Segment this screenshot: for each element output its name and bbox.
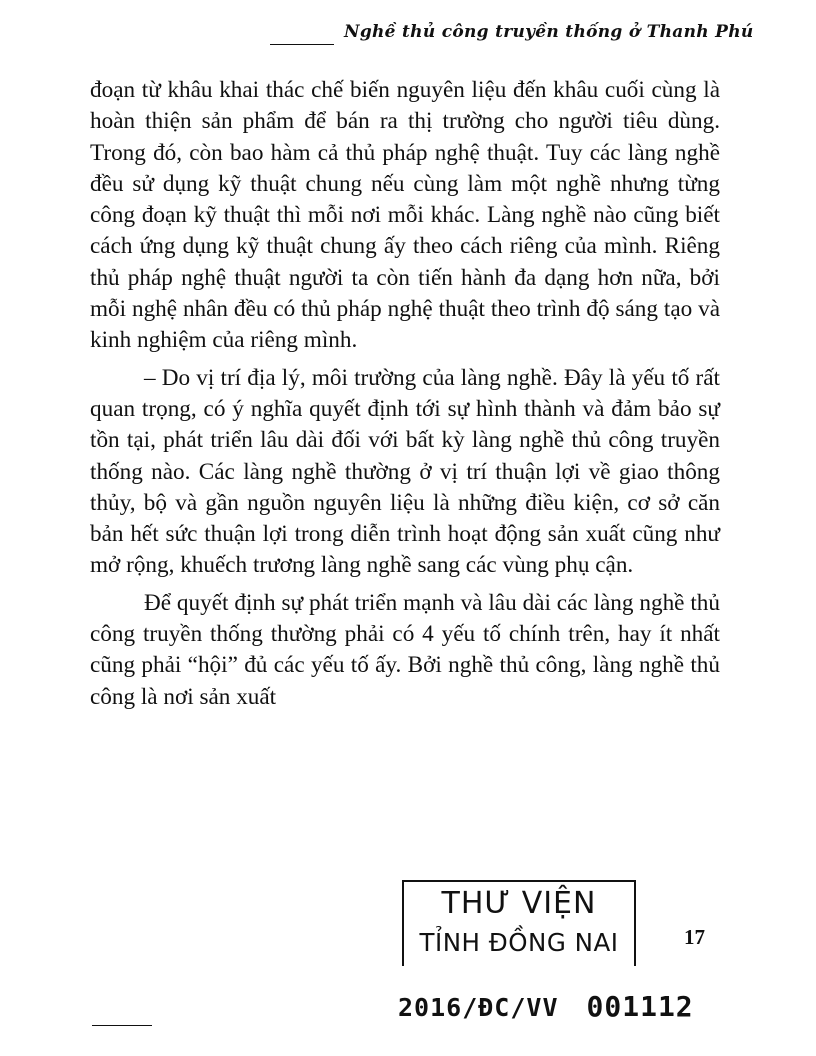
page-number: 17: [684, 925, 705, 949]
page-body-text: [90, 75, 720, 713]
paragraph: – Do vị trí địa lý, môi trường của làng nghề. Đây là yếu tố rất quan trọng, có ý nghĩa quyết định tới sự hình thành và đảm bảo sự tồn tại, phát triển lâu dài đối với bất kỳ làng nghề thủ công truyền thống nào. Các làng nghề thường ở vị trí thuận lợi về giao thông thủy, bộ và gần nguồn nguyên liệu là những điều kiện, cơ sở căn bản hết sức thuận lợi trong diễn trình hoạt động sản xuất cũng như mở rộng, khuếch trương làng nghề sang các vùng phụ cận.: [90, 364, 720, 579]
paragraph: Để quyết định sự phát triển mạnh và lâu dài các làng nghề thủ công truyền thống thường phải có 4 yếu tố chính trên, hay ít nhất cũng phải “hội” đủ các yếu tố ấy. Bởi nghề thủ công, làng nghề thủ công là nơi sản xuất: [90, 589, 720, 710]
library-stamp: [402, 880, 636, 966]
accession-serial: 001112: [586, 990, 694, 1023]
accession-number: [398, 990, 694, 1023]
running-header-title: Nghề thủ công truyền thống ở Thanh Phú: [344, 22, 754, 42]
library-stamp-line2: TỈNH ĐỒNG NAI: [419, 928, 619, 957]
accession-code: 2016/ĐC/VV: [398, 993, 559, 1022]
footer-rule: [92, 1025, 152, 1026]
library-stamp-line1: THƯ VIỆN: [441, 886, 597, 921]
running-header: [270, 22, 754, 52]
paragraph: đoạn từ khâu khai thác chế biến nguyên liệu đến khâu cuối cùng là hoàn thiện sản phẩm để bán ra thị trường cho người tiêu dùng. Trong đó, còn bao hàm cả thủ pháp nghệ thuật. Tuy các làng nghề đều sử dụng kỹ thuật chung nếu cùng làm một nghề nhưng từng công đoạn kỹ thuật thì mỗi nơi mỗi khác. Làng nghề nào cũng biết cách ứng dụng kỹ thuật chung ấy theo cách riêng của mình. Riêng thủ pháp nghệ thuật người ta còn tiến hành đa dạng hơn nữa, bởi mỗi nghệ nhân đều có thủ pháp nghệ thuật theo trình độ sáng tạo và kinh nghiệm của riêng mình.: [90, 77, 720, 354]
header-rule: [270, 44, 334, 45]
